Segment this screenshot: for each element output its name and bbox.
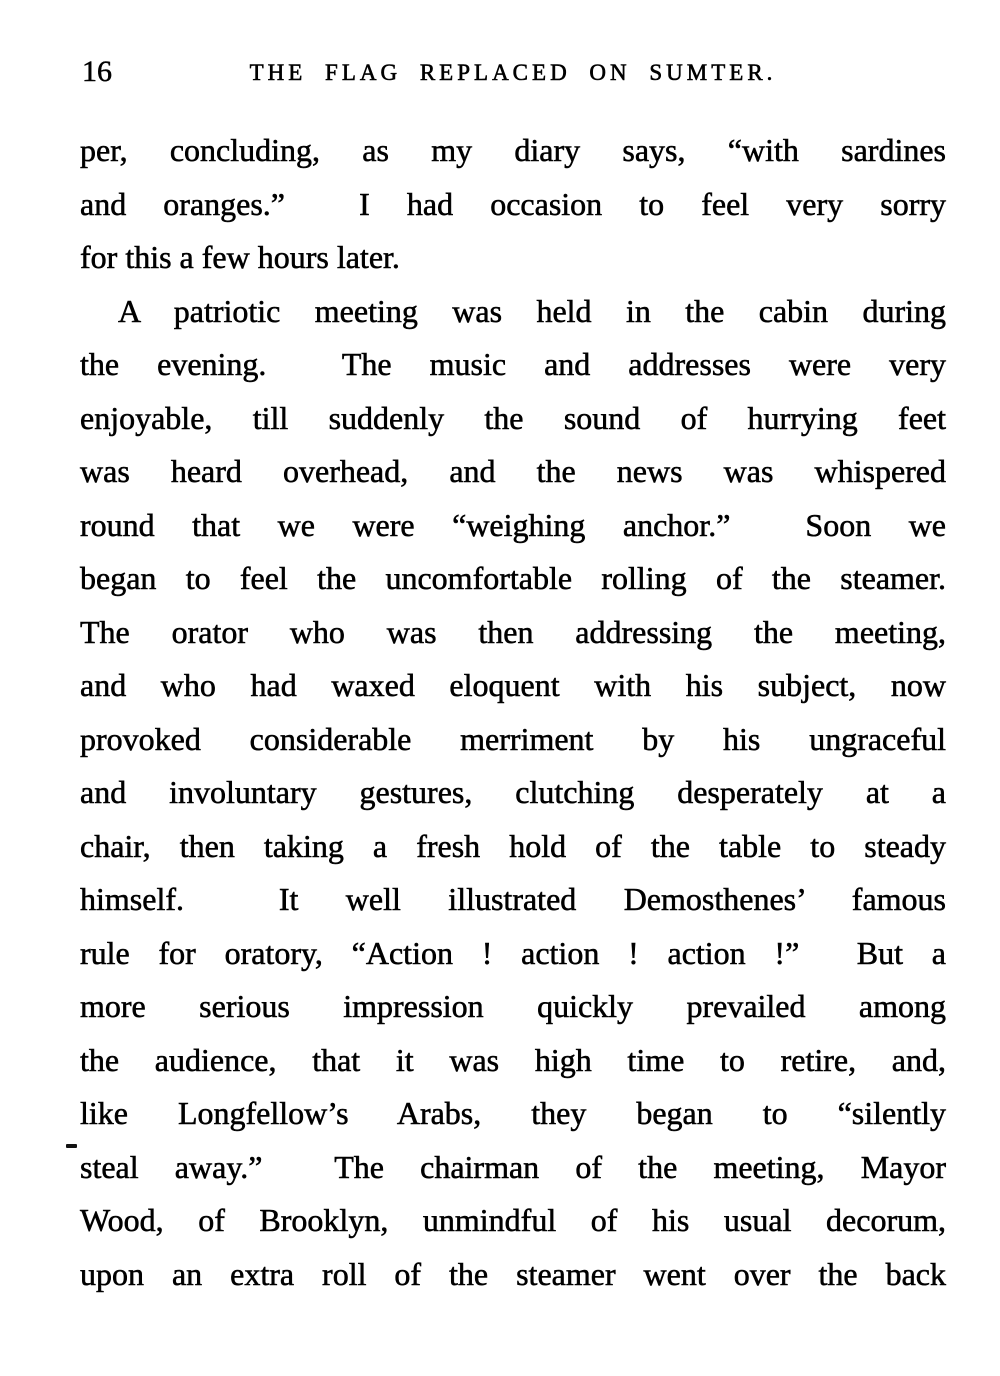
text-line: rule for oratory, “Action ! action ! action !” But a bbox=[80, 934, 946, 971]
text-line: steal away.” The chairman of the meeting, Mayor bbox=[80, 1148, 946, 1185]
text-line: Wood, of Brooklyn, unmindful of his usual decorum, bbox=[80, 1202, 946, 1238]
text-line: A patriotic meeting was held in the cabin during bbox=[118, 292, 946, 329]
text-line: like Longfellow’s Arabs, they began to “silently bbox=[80, 1095, 946, 1131]
text-line: and oranges.” I had occasion to feel very sorry bbox=[80, 185, 946, 222]
text-line: round that we were “weighing anchor.” Soon we bbox=[80, 506, 946, 543]
text-line: for this a few hours later. bbox=[80, 239, 400, 275]
margin-dash-artifact bbox=[66, 1144, 77, 1148]
text-line: the audience, that it was high time to retire, and, bbox=[80, 1041, 946, 1078]
page-number: 16 bbox=[82, 55, 112, 88]
text-line: began to feel the uncomfortable rolling of the steamer. bbox=[80, 560, 946, 596]
text-line: provoked considerable merriment by his ungraceful bbox=[80, 720, 946, 757]
text-line: per, concluding, as my diary says, “with sardines bbox=[80, 132, 946, 168]
text-line: himself. It well illustrated Demosthenes’ famous bbox=[80, 881, 946, 917]
text-line: The orator who was then addressing the meeting, bbox=[80, 613, 946, 650]
text-line: chair, then taking a fresh hold of the table to steady bbox=[80, 827, 946, 864]
text-line: was heard overhead, and the news was whispered bbox=[80, 453, 946, 489]
text-line: more serious impression quickly prevailed among bbox=[80, 988, 946, 1024]
text-line: the evening. The music and addresses were very bbox=[80, 346, 946, 382]
page-header bbox=[80, 55, 946, 95]
text-line: and who had waxed eloquent with his subject, now bbox=[80, 667, 946, 703]
page-body bbox=[80, 124, 946, 1301]
running-title: THE FLAG REPLACED ON SUMTER. bbox=[249, 60, 777, 85]
text-line: enjoyable, till suddenly the sound of hurrying feet bbox=[80, 399, 946, 436]
text-line: and involuntary gestures, clutching desperately at a bbox=[80, 774, 946, 810]
text-line: upon an extra roll of the steamer went over the back bbox=[80, 1255, 946, 1292]
